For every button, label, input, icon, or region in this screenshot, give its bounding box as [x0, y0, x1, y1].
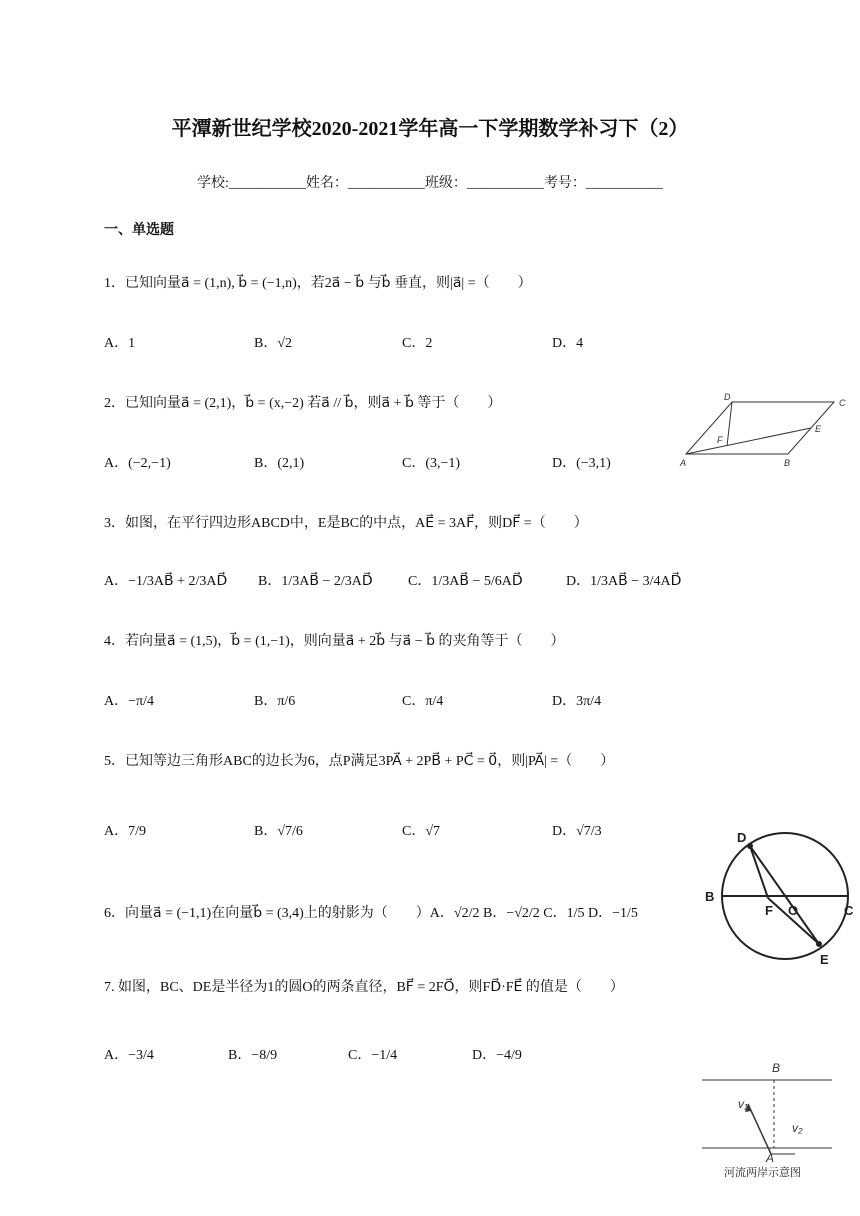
river-figure: [700, 1056, 836, 1182]
q5-option-b: B．√7/6: [254, 824, 303, 839]
parallelogram-figure: [676, 390, 856, 470]
q1-option-b: B．√2: [254, 336, 293, 351]
label-E: E: [820, 952, 829, 967]
label-v1: v₁: [738, 1097, 748, 1111]
question-3: 3．如图，在平行四边形ABCD中，E是BC的中点，AE⃗ = 3AF⃗，则DF⃗ =（ ）: [104, 516, 588, 531]
question-6: 6．向量a⃗ = (−1,1)在向量b⃗ = (3,4)上的射影为（ ）A．√2/2 B．−√2/2 C．1/5 D．−1/5: [104, 906, 638, 921]
q3-option-a: A．−1/3AB⃗ + 2/3AD⃗: [104, 574, 228, 589]
q3-option-d: D．1/3AB⃗ − 3/4AD⃗: [566, 574, 682, 589]
student-info-line: 学校:___________姓名：___________班级：___________考号：___________: [197, 176, 663, 191]
q2-option-a: A．(−2,−1): [104, 456, 171, 471]
q2-option-b: B．(2,1): [254, 456, 305, 471]
q1-option-a: A．1: [104, 336, 136, 351]
q4-option-a: A．−π/4: [104, 694, 154, 709]
q5-option-a: A．7/9: [104, 824, 146, 839]
question-2: 2．已知向量a⃗ = (2,1)，b⃗ = (x,−2) 若a⃗ // b⃗，则a⃗ + b⃗ 等于（ ）: [104, 396, 502, 411]
section-heading: 一、单选题: [104, 223, 174, 238]
q1-option-c: C．2: [402, 336, 433, 351]
q4-option-c: C．π/4: [402, 694, 444, 709]
label-F: F: [765, 903, 773, 918]
label-A: A: [680, 458, 687, 468]
q4-option-b: B．π/6: [254, 694, 296, 709]
q2-option-d: D．(−3,1): [552, 456, 611, 471]
label-C: C: [839, 398, 846, 408]
question-1: 1．已知向量a⃗ = (1,n), b⃗ = (−1,n)，若2a⃗ − b⃗ 与b⃗ 垂直，则|a⃗| =（ ）: [104, 276, 532, 291]
q7-option-a: A．−3/4: [104, 1048, 154, 1063]
label-B: B: [772, 1061, 781, 1075]
label-C: C: [844, 903, 854, 918]
label-B: B: [784, 458, 791, 468]
q7-option-d: D．−4/9: [472, 1048, 522, 1063]
q3-option-b: B．1/3AB⃗ − 2/3AD⃗: [258, 574, 373, 589]
question-4: 4．若向量a⃗ = (1,5)，b⃗ = (1,−1)，则向量a⃗ + 2b⃗ 与a⃗ − b⃗ 的夹角等于（ ）: [104, 634, 565, 649]
q1-option-d: D．4: [552, 336, 584, 351]
label-E: E: [815, 424, 822, 434]
label-A: A: [766, 1151, 775, 1165]
q3-option-c: C．1/3AB⃗ − 5/6AD⃗: [408, 574, 523, 589]
q5-option-c: C．√7: [402, 824, 441, 839]
label-O: O: [788, 903, 799, 918]
label-D: D: [737, 830, 747, 845]
question-5: 5．已知等边三角形ABC的边长为6，点P满足3PA⃗ + 2PB⃗ + PC⃗ = 0⃗，则|PA⃗| =（ ）: [104, 754, 615, 769]
question-7: 7. 如图，BC、DE是半径为1的圆O的两条直径，BF⃗ = 2FO⃗，则FD⃗·FE⃗ 的值是（ ）: [104, 980, 624, 995]
q2-option-c: C．(3,−1): [402, 456, 461, 471]
q7-option-b: B．−8/9: [228, 1048, 278, 1063]
label-B: B: [705, 889, 715, 904]
label-v2: v₂: [792, 1121, 803, 1135]
river-caption: 河流两岸示意图: [724, 1167, 801, 1179]
label-F: F: [717, 435, 723, 445]
q5-option-d: D．√7/3: [552, 824, 602, 839]
circle-figure: [700, 824, 860, 974]
label-D: D: [724, 392, 731, 402]
q7-option-c: C．−1/4: [348, 1048, 398, 1063]
page-title: 平潭新世纪学校2020-2021学年高一下学期数学补习下（2）: [171, 118, 689, 140]
q4-option-d: D．3π/4: [552, 694, 602, 709]
